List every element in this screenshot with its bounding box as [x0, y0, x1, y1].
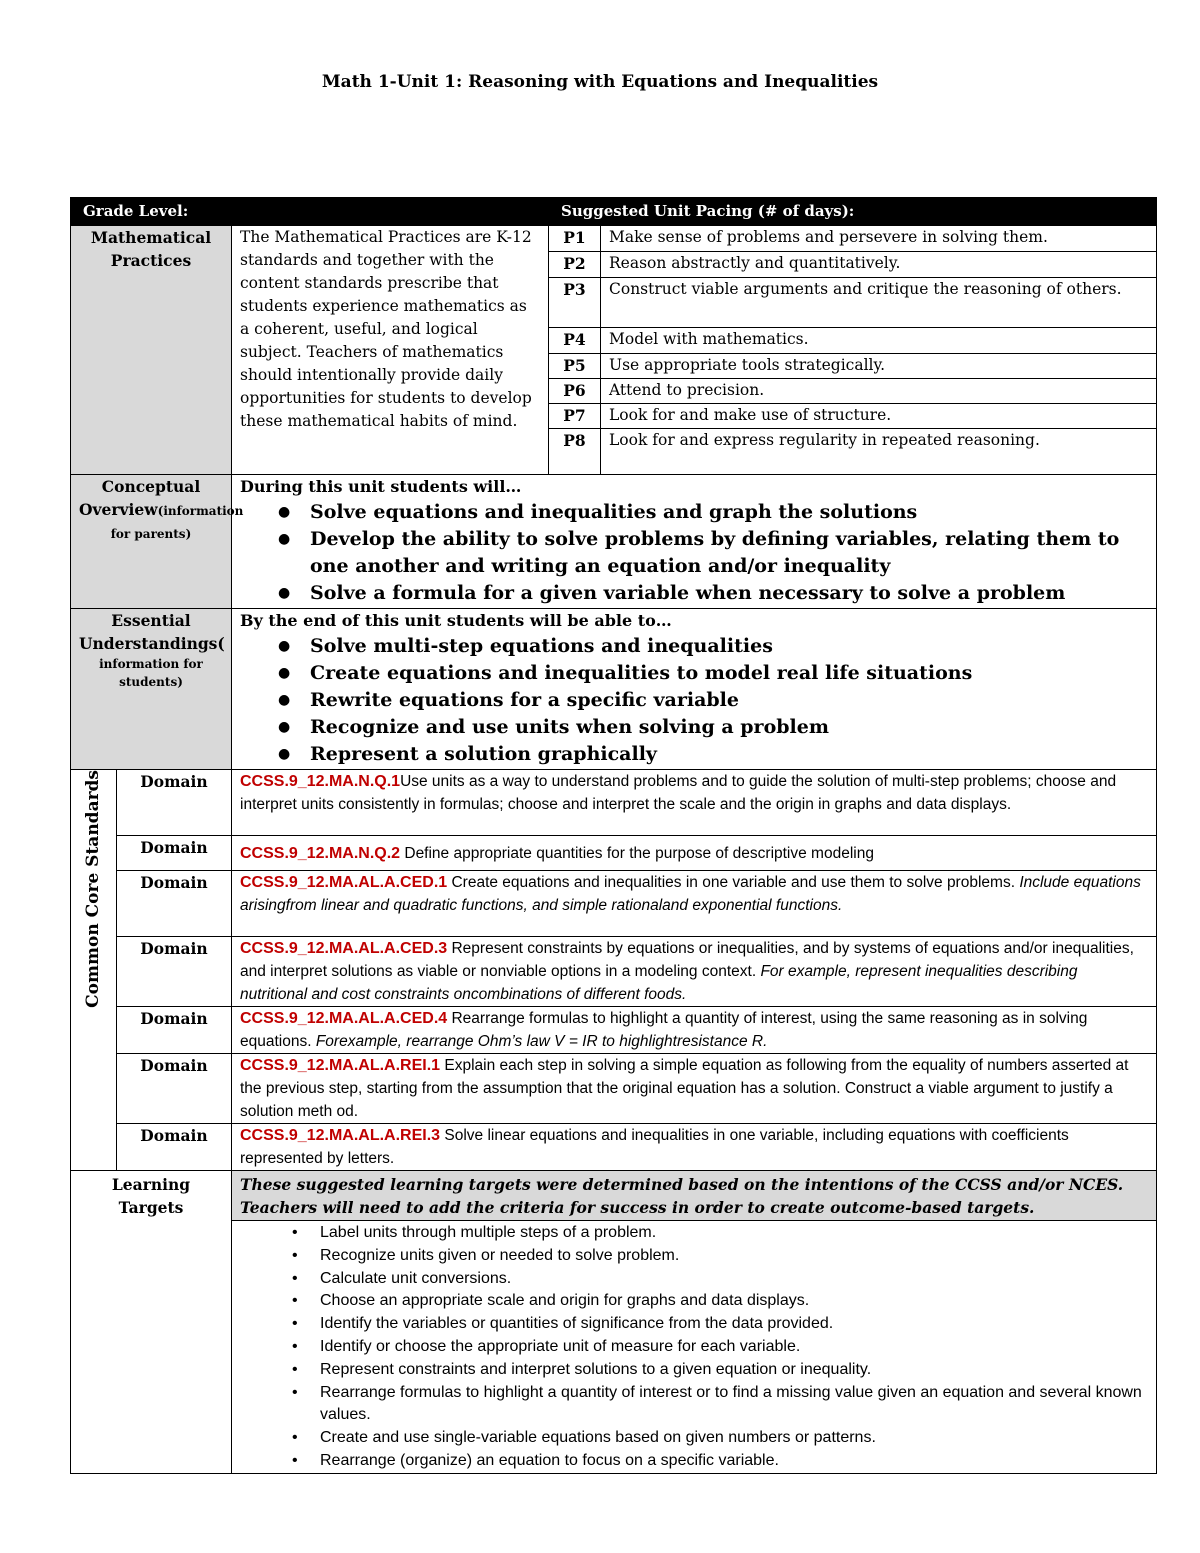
practice-text: Construct viable arguments and critique the reasoning of others. [601, 278, 1157, 328]
domain-label: Domain [117, 1007, 232, 1054]
list-item: ● Solve multi-step equations and inequalities [310, 633, 1148, 660]
practice-code: P7 [549, 404, 601, 429]
list-item: • Label units through multiple steps of a problem. [320, 1222, 1148, 1245]
practice-row [71, 226, 1157, 252]
list-item: ● Solve equations and inequalities and graph the solutions [310, 499, 1148, 526]
targets-note-row [71, 1171, 1157, 1221]
standard-text [232, 770, 1157, 836]
conceptual-list [240, 499, 1148, 607]
domain-label: Domain [117, 1124, 232, 1171]
standard-description: Explain each step in solving a simple equation as following from the equality of numbers asserted at the previous step, starting from the assumption that the original equation has a solution. Construct a viable argument to justify a solution meth od. [240, 1057, 1129, 1120]
practices-description: The Mathematical Practices are K-12 standards and together with the content standards prescribe that students experience mathematics as a coherent, useful, and logical subject. Teachers of mathematics should intentionally provide daily opportunities for students to develop these mathematical habits of mind. [232, 226, 549, 475]
standard-description: Define appropriate quantities for the purpose of descriptive modeling [400, 844, 874, 862]
practice-code: P6 [549, 379, 601, 404]
list-item: • Identify the variables or quantities of significance from the data provided. [320, 1313, 1148, 1336]
grade-level-label: Grade Level: [71, 198, 549, 226]
practice-text: Make sense of problems and persevere in solving them. [601, 226, 1157, 252]
practice-text: Model with mathematics. [601, 328, 1157, 354]
standard-row [71, 937, 1157, 1007]
header-row [71, 198, 1157, 226]
common-core-label-cell [71, 770, 117, 1171]
domain-label: Domain [117, 770, 232, 836]
standard-row [71, 1054, 1157, 1124]
standard-text [232, 836, 1157, 871]
conceptual-lead: During this unit students will… [240, 477, 522, 496]
pacing-label: Suggested Unit Pacing (# of days): [549, 198, 1157, 226]
list-item: ● Develop the ability to solve problems by defining variables, relating them to one another and writing an equation and/or inequality [310, 526, 1148, 580]
list-item: • Recognize units given or needed to solve problem. [320, 1245, 1148, 1268]
essential-content [232, 609, 1157, 770]
standard-example: Forexample, rearrange Ohm’s law V = IR to highlightresistance R. [315, 1033, 768, 1050]
essential-list [240, 633, 1148, 768]
essential-lead: By the end of this unit students will be able to… [240, 611, 672, 630]
list-item: • Calculate unit conversions. [320, 1268, 1148, 1291]
learning-targets-content [232, 1221, 1157, 1474]
list-item: • Represent constraints and interpret solutions to a given equation or inequality. [320, 1359, 1148, 1382]
standard-description: Create equations and inequalities in one variable and use them to solve problems. [447, 874, 1020, 891]
domain-label: Domain [117, 1054, 232, 1124]
practice-text: Look for and make use of structure. [601, 404, 1157, 429]
conceptual-label: Conceptual Overview [79, 477, 201, 519]
list-item: • Choose an appropriate scale and origin for graphs and data displays. [320, 1290, 1148, 1313]
standard-code: CCSS.9_12.MA.AL.A.CED.4 [240, 1010, 448, 1027]
essential-row [71, 609, 1157, 770]
standard-row [71, 770, 1157, 836]
list-item: • Identify or choose the appropriate unit of measure for each variable. [320, 1336, 1148, 1359]
document-title: Math 1-Unit 1: Reasoning with Equations and Inequalities [321, 72, 879, 92]
practice-code: P1 [549, 226, 601, 252]
standard-description: Rearrange formulas to highlight a quantity of interest, using the same reasoning as in solving equations. [240, 1010, 1088, 1050]
essential-label: Essential Understandings( [79, 611, 225, 653]
practice-code: P8 [549, 429, 601, 475]
standard-code: CCSS.9_12.MA.AL.A.CED.1 [240, 874, 448, 891]
conceptual-label-small: (information for parents) [110, 504, 244, 541]
learning-targets-label: Learning Targets [71, 1171, 232, 1474]
list-item: ● Represent a solution graphically [310, 741, 1148, 768]
list-item: ● Solve a formula for a given variable when necessary to solve a problem [310, 580, 1148, 607]
practices-label: Mathematical Practices [71, 226, 232, 475]
practice-code: P5 [549, 354, 601, 379]
standard-text [232, 1124, 1157, 1171]
practice-code: P4 [549, 328, 601, 354]
standard-text [232, 937, 1157, 1007]
standard-row [71, 836, 1157, 871]
practice-code: P3 [549, 278, 601, 328]
learning-targets-list [240, 1222, 1148, 1473]
standard-code: CCSS.9_12.MA.AL.A.REI.1 [240, 1057, 441, 1074]
standard-example: For example, represent inequalities describing nutritional and cost constraints oncombinations of different foods. [240, 963, 1078, 1003]
list-item: • Rearrange (organize) an equation to focus on a specific variable. [320, 1450, 1148, 1473]
essential-label-small: information for students) [99, 657, 203, 689]
domain-label: Domain [117, 871, 232, 937]
practice-text: Attend to precision. [601, 379, 1157, 404]
targets-list-row [71, 1221, 1157, 1474]
list-item: • Create and use single-variable equations based on given numbers or patterns. [320, 1427, 1148, 1450]
standard-code: CCSS.9_12.MA.N.Q.2 [240, 844, 401, 862]
domain-label: Domain [117, 836, 232, 871]
standard-row [71, 1007, 1157, 1054]
list-item: ● Create equations and inequalities to model real life situations [310, 660, 1148, 687]
common-core-label: Common Core Standards [83, 770, 103, 1008]
practice-text: Look for and express regularity in repeated reasoning. [601, 429, 1157, 475]
standard-description: Solve linear equations and inequalities in one variable, including equations with coefficients represented by letters. [240, 1127, 1069, 1167]
list-item: • Rearrange formulas to highlight a quantity of interest or to find a missing value given an equation and several known values. [320, 1382, 1148, 1428]
standard-code: CCSS.9_12.MA.AL.A.CED.3 [240, 940, 448, 957]
practice-text: Reason abstractly and quantitatively. [601, 252, 1157, 278]
standard-example: Include equations arisingfrom linear and quadratic functions, and simple rationaland exponential functions. [240, 874, 1141, 914]
practice-text: Use appropriate tools strategically. [601, 354, 1157, 379]
unit-plan-table [70, 197, 1157, 1474]
standard-row [71, 871, 1157, 937]
conceptual-content [232, 475, 1157, 609]
conceptual-row [71, 475, 1157, 609]
learning-targets-note: These suggested learning targets were determined based on the intentions of the CCSS and/or NCES. Teachers will need to add the criteria for success in order to create outcome-based targets. [232, 1171, 1157, 1221]
essential-label-cell [71, 609, 232, 770]
practice-code: P2 [549, 252, 601, 278]
standard-text [232, 1054, 1157, 1124]
standard-description: Represent constraints by equations or inequalities, and by systems of equations and/or inequalities, and interpret solutions as viable or nonviable options in a modeling context. [240, 940, 1134, 980]
list-item: ● Rewrite equations for a specific variable [310, 687, 1148, 714]
standard-row [71, 1124, 1157, 1171]
standard-code: CCSS.9_12.MA.N.Q.1 [240, 773, 401, 790]
standard-description: Use units as a way to understand problems and to guide the solution of multi-step problems; choose and interpret units consistently in formulas; choose and interpret the scale and the origin in graphs and data displays. [240, 773, 1117, 813]
domain-label: Domain [117, 937, 232, 1007]
standard-text [232, 1007, 1157, 1054]
list-item: ● Recognize and use units when solving a problem [310, 714, 1148, 741]
standard-code: CCSS.9_12.MA.AL.A.REI.3 [240, 1127, 441, 1144]
standard-text [232, 871, 1157, 937]
conceptual-label-cell [71, 475, 244, 609]
